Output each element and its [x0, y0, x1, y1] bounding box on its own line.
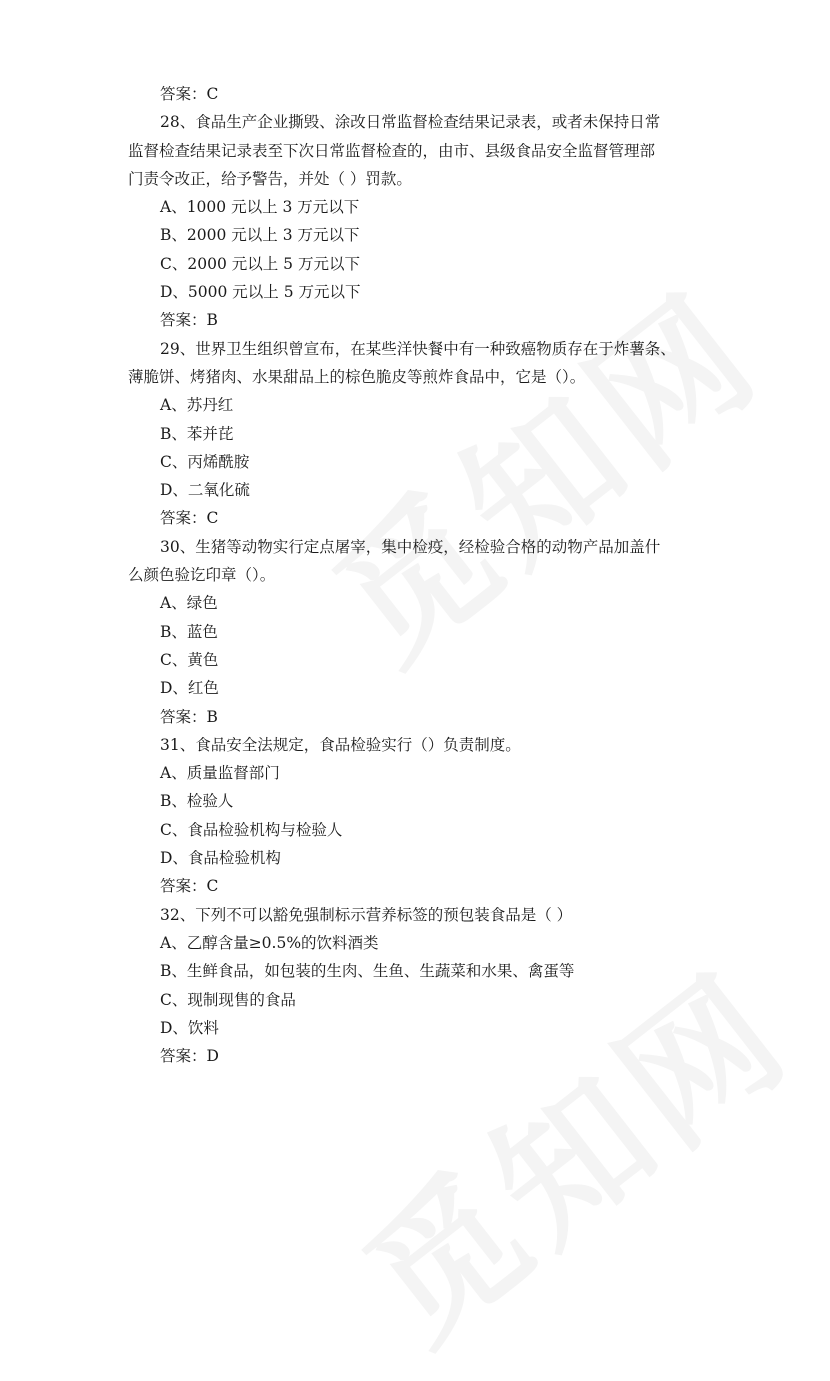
answer-option: B、蓝色: [160, 622, 218, 641]
question-block: [128, 335, 718, 533]
answer-line: 答案：B: [160, 311, 218, 330]
answer-option: D、红色: [160, 679, 219, 698]
question-block: [128, 533, 718, 731]
question-stem-continued: 门责令改正，给予警告，并处（ ）罚款。: [128, 169, 412, 188]
answer-option: D、食品检验机构: [160, 849, 281, 868]
answer-option: A、绿色: [160, 594, 218, 613]
answer-option: A、苏丹红: [160, 396, 234, 415]
answer-option: B、2000 元以上 3 万元以下: [160, 226, 360, 245]
answer-option: B、苯并芘: [160, 424, 234, 443]
question-stem: 30、生猪等动物实行定点屠宰，集中检疫，经检验合格的动物产品加盖什: [160, 537, 661, 556]
answer-line: 答案：C: [160, 509, 219, 528]
question-stem: 31、食品安全法规定，食品检验实行（）负责制度。: [160, 735, 521, 754]
answer-line: 答案：B: [160, 707, 218, 726]
answer-option: A、乙醇含量≥0.5%的饮料酒类: [160, 933, 379, 952]
answer-option: A、1000 元以上 3 万元以下: [160, 198, 360, 217]
question-list: [128, 80, 718, 1070]
answer-line: 答案：C: [160, 877, 219, 896]
question-stem: 32、下列不可以豁免强制标示营养标签的预包装食品是（ ）: [160, 905, 573, 924]
answer-option: C、食品检验机构与检验人: [160, 820, 343, 839]
question-block: [128, 731, 718, 901]
question-stem-continued: 薄脆饼、烤猪肉、水果甜品上的棕色脆皮等煎炸食品中，它是（）。: [128, 367, 586, 386]
question-stem-continued: 监督检查结果记录表至下次日常监督检查的，由市、县级食品安全监督管理部: [128, 141, 656, 160]
question-stem-continued: 么颜色验讫印章（）。: [128, 566, 276, 585]
question-block: [128, 901, 718, 1071]
answer-option: D、5000 元以上 5 万元以下: [160, 283, 361, 302]
answer-option: C、丙烯酰胺: [160, 452, 250, 471]
answer-option: B、检验人: [160, 792, 234, 811]
question-block: [128, 108, 718, 334]
answer-option: A、质量监督部门: [160, 764, 280, 783]
answer-option: D、二氧化硫: [160, 481, 250, 500]
answer-option: C、黄色: [160, 650, 219, 669]
question-stem: 28、食品生产企业撕毁、涂改日常监督检查结果记录表，或者未保持日常: [160, 113, 661, 132]
answer-option: D、饮料: [160, 1018, 219, 1037]
answer-option: C、2000 元以上 5 万元以下: [160, 254, 360, 273]
answer-line: 答案：C: [160, 85, 219, 103]
answer-option: B、生鲜食品，如包装的生肉、生鱼、生蔬菜和水果、禽蛋等: [160, 962, 575, 981]
answer-line: 答案：D: [160, 1047, 219, 1066]
answer-option: C、现制现售的食品: [160, 990, 296, 1009]
question-stem: 29、世界卫生组织曾宣布，在某些洋快餐中有一种致癌物质存在于炸薯条、: [160, 339, 676, 358]
